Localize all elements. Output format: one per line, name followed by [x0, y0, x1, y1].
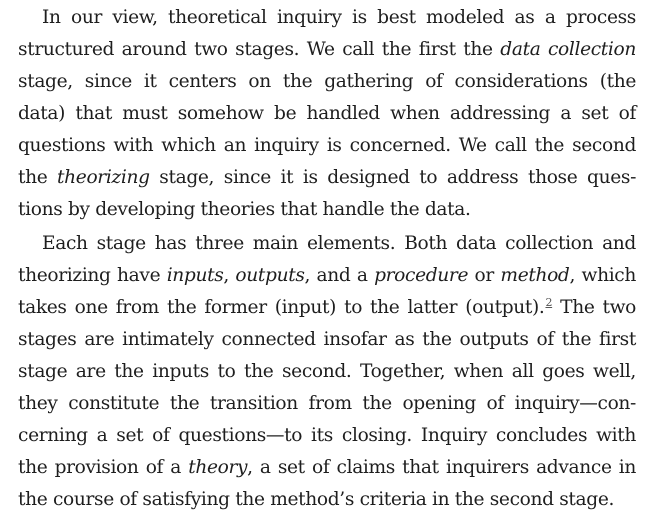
text-run: the provision of a	[18, 457, 189, 478]
paragraph-2-line-1	[42, 228, 636, 260]
text-run: , a set of claims that inquirers advance in	[247, 457, 637, 478]
paragraph-2-line-8	[18, 452, 636, 484]
paragraph-2-line-9	[18, 484, 636, 516]
text-run: stages are intimately connected insofar as the outputs of the first	[18, 329, 636, 350]
italic-term: method	[500, 265, 570, 286]
text-run: the	[18, 167, 58, 188]
paragraph-2-line-5	[18, 356, 636, 388]
text-run: questions with which an inquiry is concerned. We call the second	[18, 135, 636, 156]
text-run: ,	[223, 265, 236, 286]
italic-term: theorizing	[57, 167, 150, 188]
text-run: takes one from the former (input) to the latter (output).	[18, 297, 545, 318]
paragraph-2-line-2	[18, 260, 636, 292]
italic-term: theory	[188, 457, 248, 478]
text-run: or	[468, 265, 501, 286]
footnote-ref-link[interactable]: 2	[545, 296, 553, 309]
text-run: theorizing have	[18, 265, 167, 286]
text-run: tions by developing theories that handle the data.	[18, 199, 471, 220]
paragraph-1-line-5	[18, 130, 636, 162]
text-run: In our view, theoretical inquiry is best modeled as a process	[42, 7, 636, 28]
text-run: stage are the inputs to the second. Together, when all goes well,	[18, 361, 636, 382]
italic-term: procedure	[374, 265, 469, 286]
paragraph-1-line-4	[18, 98, 636, 130]
paragraph-1-line-7	[18, 194, 636, 226]
text-run: the course of satisfying the method’s criteria in the second stage.	[18, 489, 615, 510]
paragraph-1-line-3	[18, 66, 636, 98]
paragraph-2-line-4	[18, 324, 636, 356]
text-run: they constitute the transition from the opening of inquiry—con-	[18, 393, 636, 414]
italic-term: outputs	[235, 265, 305, 286]
paragraph-1-line-1	[42, 2, 636, 34]
text-run: stage, since it is designed to address those ques-	[149, 167, 636, 188]
text-run: , which	[569, 265, 636, 286]
italic-term: data collection	[500, 39, 637, 60]
italic-term: inputs	[166, 265, 224, 286]
paragraph-1-line-6	[18, 162, 636, 194]
text-run: data) that must somehow be handled when addressing a set of	[18, 103, 636, 124]
text-run: structured around two stages. We call the first the	[18, 39, 501, 60]
paragraph-2-line-3	[18, 292, 636, 324]
paragraph-2-line-6	[18, 388, 636, 420]
paragraph-2-line-7	[18, 420, 636, 452]
text-run: Each stage has three main elements. Both data collection and	[42, 233, 636, 254]
text-run: The two	[552, 297, 637, 318]
paragraph-1-line-2	[18, 34, 636, 66]
text-run: cerning a set of questions—to its closing. Inquiry concludes with	[18, 425, 636, 446]
text-run: stage, since it centers on the gathering of considerations (the	[18, 71, 636, 92]
text-run: , and a	[304, 265, 375, 286]
